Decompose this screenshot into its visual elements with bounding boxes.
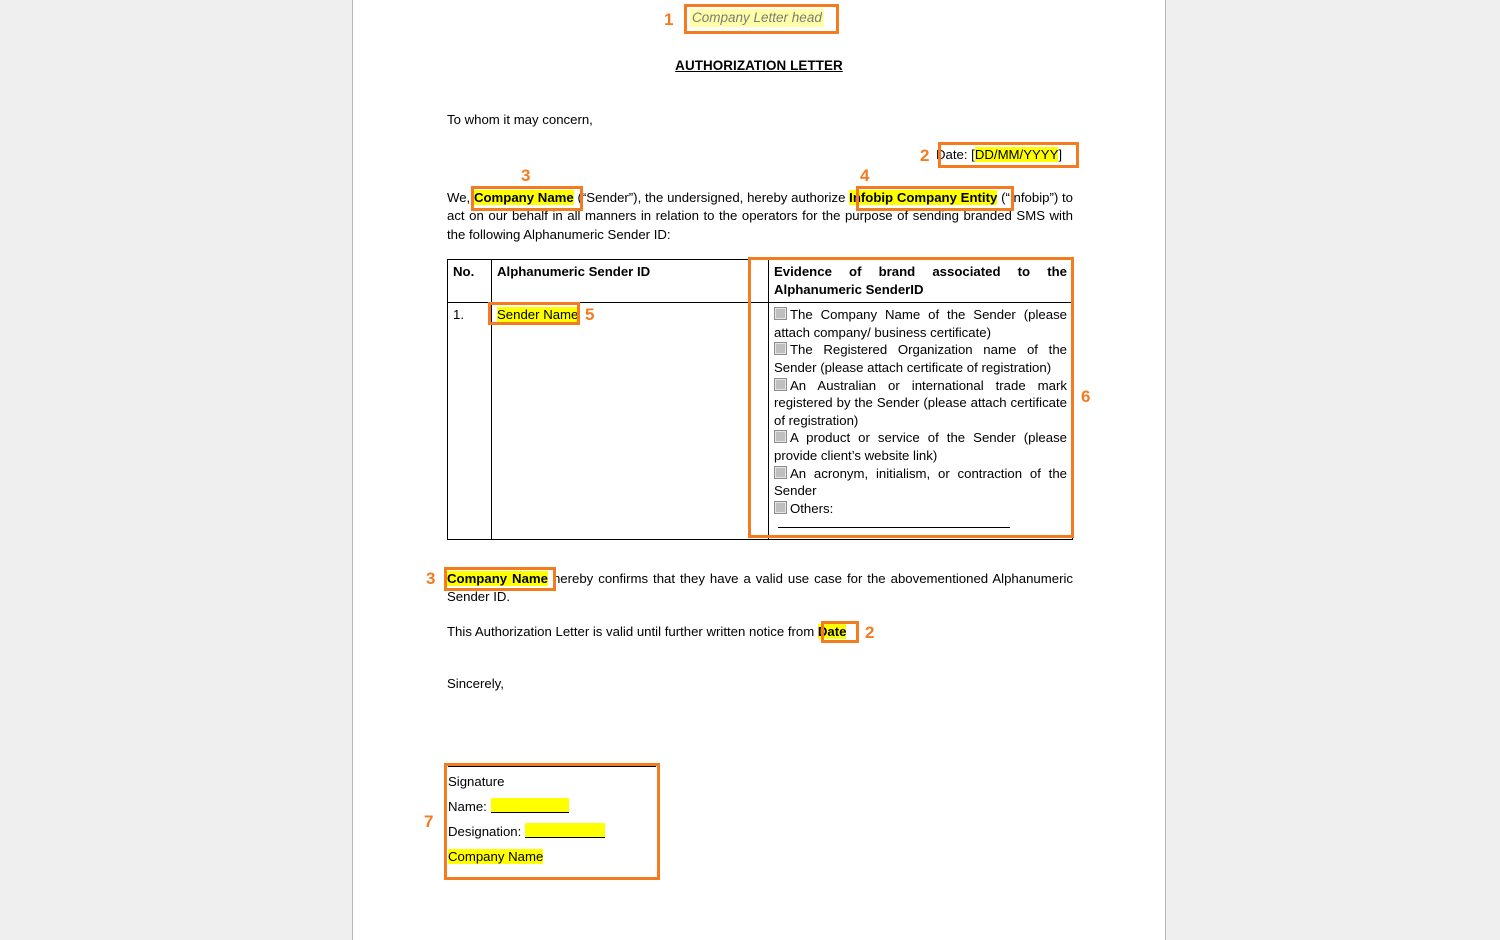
table-header-row	[448, 260, 1073, 303]
para-we-part1: We,	[447, 190, 474, 205]
annotation-marker-6: 6	[1081, 387, 1091, 406]
company-name-intro[interactable]: Company Name	[473, 190, 574, 205]
para-we-part3: (“Infobip”) to act on our behalf in all manners in relation to the operators for the purpose of sending branded SMS with the following Alphanumeric Sender ID:	[447, 190, 1073, 242]
sender-name[interactable]: Sender Name	[497, 307, 579, 323]
annotation-marker-3-confirm: 3	[426, 569, 436, 588]
document-content	[353, 0, 1165, 940]
evidence-option-label: An acronym, initialism, or contraction of the Sender	[774, 465, 1067, 499]
date-close-bracket: ]	[1058, 147, 1063, 162]
checkbox-icon[interactable]	[774, 501, 787, 514]
date-label: Date: [	[936, 147, 975, 162]
checkbox-icon[interactable]	[774, 430, 787, 443]
evidence-option[interactable]	[774, 341, 1067, 376]
header-alphanumeric-sender-id: Alphanumeric Sender ID	[492, 260, 769, 303]
date-line	[936, 146, 1062, 164]
annotation-marker-4: 4	[860, 166, 870, 185]
name-line	[448, 794, 656, 819]
cell-evidence	[769, 303, 1073, 540]
signature-company-line	[448, 844, 656, 869]
document-page	[352, 0, 1166, 940]
page-title: AUTHORIZATION LETTER	[675, 58, 843, 73]
authorization-paragraph	[447, 189, 1073, 244]
infobip-entity[interactable]: Infobip Company Entity	[849, 190, 998, 205]
designation-field[interactable]	[525, 823, 605, 838]
annotation-marker-1: 1	[664, 10, 674, 29]
evidence-option[interactable]	[774, 465, 1067, 500]
sender-id-table	[447, 259, 1073, 540]
closing-salutation: Sincerely,	[447, 676, 504, 691]
company-name-confirm[interactable]: Company Name	[447, 571, 548, 586]
date-value[interactable]: DD/MM/YYYY	[974, 147, 1059, 162]
evidence-option[interactable]	[774, 429, 1067, 464]
annotation-marker-7: 7	[424, 812, 434, 831]
annotation-marker-2-valid: 2	[865, 623, 875, 642]
evidence-option-label: An Australian or international trade mark registered by the Sender (please attach certificate of registration)	[774, 377, 1067, 428]
evidence-option-label: A product or service of the Sender (please provide client’s website link)	[774, 430, 1067, 463]
checkbox-icon[interactable]	[774, 466, 787, 479]
evidence-option[interactable]	[774, 377, 1067, 430]
signature-label: Signature	[448, 774, 505, 789]
date-valid[interactable]: Date	[817, 624, 847, 639]
company-letterhead: Company Letter head	[690, 9, 824, 27]
name-field[interactable]	[491, 798, 569, 813]
header-no: No.	[448, 260, 492, 303]
name-label: Name:	[448, 799, 487, 814]
signature-block	[448, 766, 656, 869]
cell-row-number: 1.	[448, 303, 492, 540]
validity-text: This Authorization Letter is valid until further written notice from	[447, 624, 818, 639]
table-row	[448, 303, 1073, 540]
designation-label: Designation:	[448, 824, 522, 839]
confirmation-text: hereby confirms that they have a valid use case for the abovementioned Alphanumeric Sender ID.	[447, 571, 1074, 605]
para-we-part2: (“Sender”), the undersigned, hereby authorize	[573, 190, 850, 205]
salutation: To whom it may concern,	[447, 112, 593, 127]
evidence-option-label: The Company Name of the Sender (please attach company/ business certificate)	[774, 307, 1067, 340]
header-evidence: Evidence of brand associated to the Alphanumeric SenderID	[769, 260, 1073, 303]
annotation-marker-3-intro: 3	[521, 166, 531, 185]
others-blank-field[interactable]	[778, 527, 1010, 528]
evidence-option-label: The Registered Organization name of the Sender (please attach certificate of registration)	[774, 342, 1067, 375]
cell-sender-id	[492, 303, 769, 540]
annotation-marker-2-date: 2	[920, 146, 930, 165]
evidence-option-others[interactable]	[774, 500, 1067, 535]
confirmation-paragraph	[447, 570, 1073, 607]
signature-rule	[448, 766, 656, 767]
evidence-option[interactable]	[774, 306, 1067, 341]
checkbox-icon[interactable]	[774, 342, 787, 355]
evidence-option-label: Others:	[790, 500, 834, 516]
checkbox-icon[interactable]	[774, 307, 787, 320]
signature-company-name[interactable]: Company Name	[448, 849, 544, 864]
validity-paragraph	[447, 623, 846, 641]
annotation-marker-5: 5	[585, 305, 595, 324]
designation-line	[448, 819, 656, 844]
checkbox-icon[interactable]	[774, 378, 787, 391]
